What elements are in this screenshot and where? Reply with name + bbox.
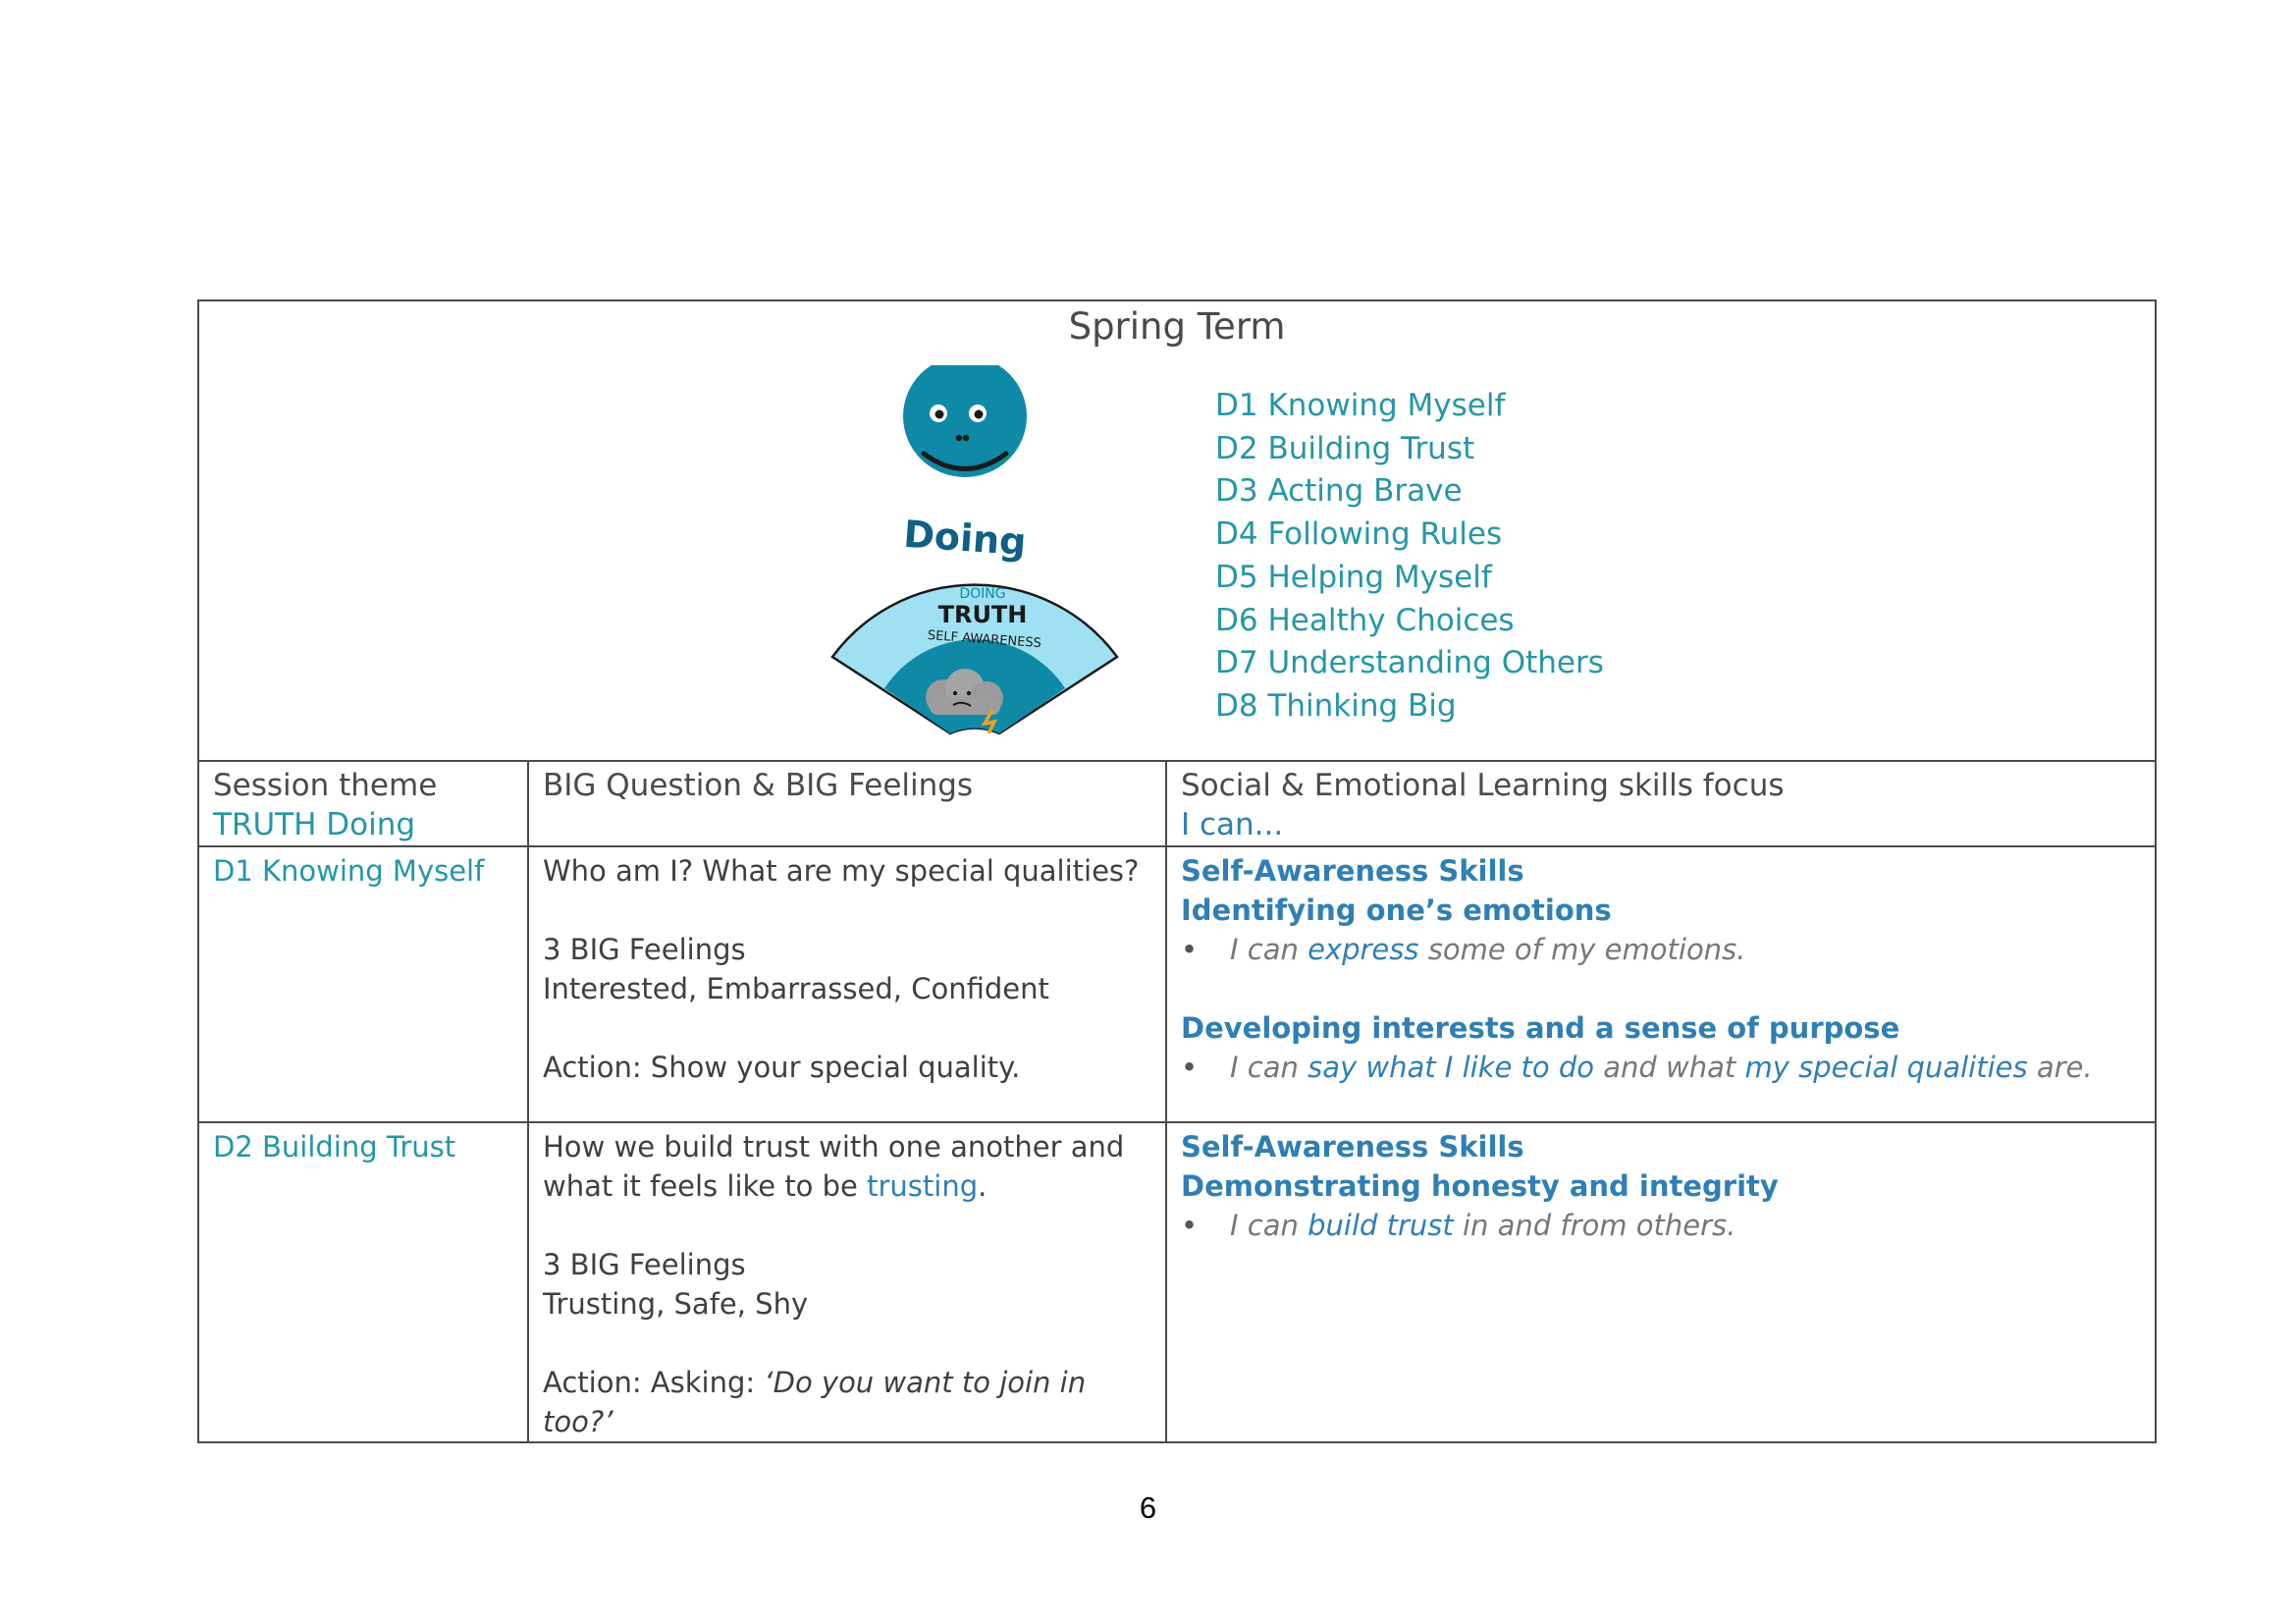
table-row — [198, 1122, 2156, 1442]
bullet-icon: • — [1181, 933, 1199, 966]
skill-title: Identifying one’s emotions — [1181, 893, 1612, 927]
header-cell-big-question — [528, 761, 1166, 846]
header-cell-sel-skills — [1166, 761, 2156, 846]
doing-label-art — [900, 508, 1030, 567]
badge-line1: DOING — [959, 586, 1006, 602]
question-text: How we build trust with one another and what it feels like to be — [543, 1130, 1125, 1203]
skill-text: I can — [1230, 1051, 1308, 1084]
list-item: D2 Building Trust — [1215, 430, 1475, 466]
header-sub-label: I can... — [1181, 807, 1284, 842]
skill-text: I can — [1230, 1209, 1308, 1242]
action-label: Action: Asking: — [543, 1366, 765, 1399]
skill-keyword: express — [1308, 933, 1419, 966]
question-text: . — [978, 1169, 988, 1203]
session-name: D2 Building Trust — [213, 1130, 456, 1164]
big-question — [543, 1127, 1151, 1206]
list-item: D3 Acting Brave — [1215, 473, 1463, 510]
feelings-title: 3 BIG Feelings — [543, 933, 746, 966]
badge-line3: SELF AWARENESS — [927, 627, 1042, 652]
bullet-icon: • — [1181, 1051, 1199, 1084]
skill-bullet — [1181, 930, 2141, 969]
big-question: Who am I? What are my special qualities? — [543, 854, 1140, 888]
skill-title: Demonstrating honesty and integrity — [1181, 1169, 1779, 1203]
skill-keyword: say what I like to do — [1308, 1051, 1595, 1084]
list-item: D1 Knowing Myself — [1215, 388, 1506, 423]
table-header-row — [198, 761, 2156, 846]
question-keyword: trusting — [867, 1169, 979, 1203]
skill-area: Self-Awareness Skills — [1181, 854, 1524, 888]
doing-label: Doing — [902, 512, 1028, 565]
session-name: D1 Knowing Myself — [213, 854, 485, 888]
skill-text: are. — [2027, 1051, 2093, 1084]
term-header-box — [197, 299, 2157, 762]
list-item: D6 Healthy Choices — [1215, 602, 1515, 638]
question-cell — [528, 1122, 1166, 1442]
action-quote: ‘Do you want to join in too?’ — [543, 1366, 1087, 1438]
truth-badge-icon — [828, 578, 1122, 741]
skill-title: Developing interests and a sense of purpose — [1181, 1011, 1900, 1045]
feelings-list: Trusting, Safe, Shy — [543, 1287, 809, 1321]
table-row — [198, 846, 2156, 1122]
session-list — [1215, 385, 1604, 729]
skill-bullet — [1181, 1206, 2141, 1245]
badge-line2: TRUTH — [937, 601, 1028, 628]
sessions-table — [197, 760, 2157, 1443]
list-item: D5 Helping Myself — [1215, 559, 1492, 595]
action-text — [543, 1363, 1151, 1441]
skill-text: in and from others. — [1453, 1209, 1736, 1242]
skills-cell — [1166, 1122, 2156, 1442]
action-text: Action: Show your special quality. — [543, 1051, 1021, 1084]
feelings-list: Interested, Embarrassed, Confident — [543, 972, 1049, 1005]
skill-keyword: build trust — [1308, 1209, 1454, 1242]
list-item: D8 Thinking Big — [1215, 687, 1457, 724]
skills-cell — [1166, 846, 2156, 1122]
skill-text: I can — [1230, 933, 1308, 966]
skill-text: some of my emotions. — [1418, 933, 1746, 966]
bullet-icon: • — [1181, 1209, 1199, 1242]
page-number: 6 — [1139, 1490, 1157, 1525]
skill-bullet — [1181, 1048, 2141, 1087]
skill-area: Self-Awareness Skills — [1181, 1130, 1524, 1164]
header-label: Social & Emotional Learning skills focus — [1181, 768, 1785, 803]
skill-text: and what — [1594, 1051, 1745, 1084]
header-label: Session theme — [213, 768, 438, 803]
feelings-title: 3 BIG Feelings — [543, 1248, 746, 1281]
header-cell-session-theme — [198, 761, 528, 846]
doing-mascot-icon — [900, 365, 1155, 488]
skill-keyword: my special qualities — [1744, 1051, 2028, 1084]
list-item: D4 Following Rules — [1215, 516, 1503, 553]
session-cell — [198, 846, 528, 1122]
header-sub-label: TRUTH Doing — [213, 807, 416, 842]
question-cell — [528, 846, 1166, 1122]
session-cell — [198, 1122, 528, 1442]
header-label: BIG Question & BIG Feelings — [543, 768, 974, 803]
list-item: D7 Understanding Others — [1215, 645, 1604, 681]
term-title: Spring Term — [1068, 305, 1286, 348]
